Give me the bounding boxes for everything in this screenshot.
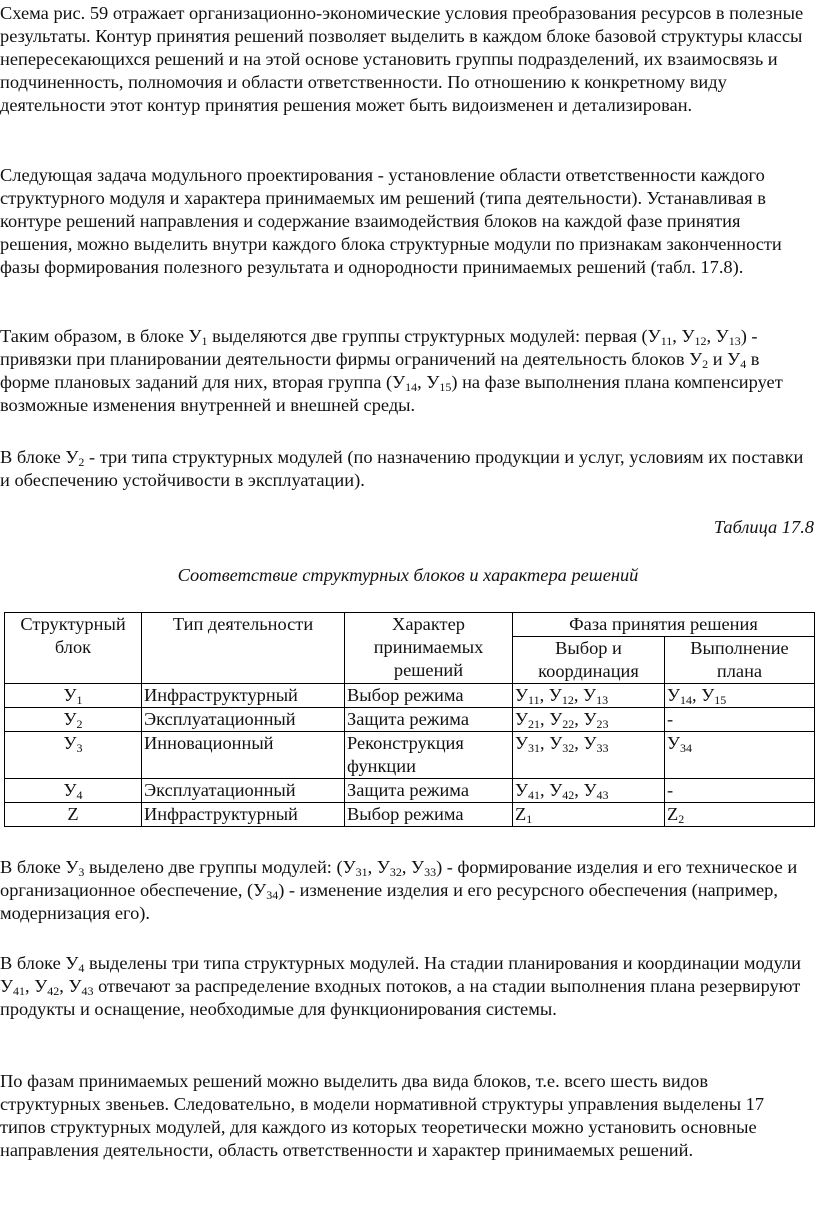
cell-phase-exec: $У_{34}$ <box>665 732 815 779</box>
table-row <box>5 779 815 803</box>
cell-activity: Эксплуатационный <box>142 779 345 803</box>
cell-activity: Инфраструктурный <box>142 684 345 708</box>
cell-block: $У_3$ <box>5 732 142 779</box>
cell-character: Выбор режима <box>345 684 513 708</box>
cell-phase-choice: $У_{11}$, $У_{12}$, $У_{13}$ <box>513 684 665 708</box>
cell-phase-choice: $У_{21}$, $У_{22}$, $У_{23}$ <box>513 708 665 732</box>
cell-phase-choice: $Z_1$ <box>513 803 665 827</box>
header-activity: Тип деятельности <box>142 613 345 684</box>
cell-block: Z <box>5 803 142 827</box>
header-character: Характер принимаемых решений <box>345 613 513 684</box>
table-title: Соответствие структурных блоков и характера решений <box>177 565 639 585</box>
cell-phase-choice: $У_{41}$, $У_{42}$, $У_{43}$ <box>513 779 665 803</box>
cell-block: $У_2$ <box>5 708 142 732</box>
paragraph-2: Следующая задача модульного проектирования - установление области ответственности каждого структурного модуля и характера принимаемых им решений (типа деятельности). Устанавливая в контуре решений направления и содержание взаимодействия блоков на каждой фазе принятия решения, можно выделить внутри каждого блока структурные модули по признакам законченности фазы формирования полезного результата и однородности принимаемых решений (табл. 17.8). <box>0 165 782 277</box>
cell-character: Выбор режима <box>345 803 513 827</box>
paragraph-5: В блоке $У_3$ выделено две группы модулей: ($У_{31}$, $У_{32}$, $У_{33}$) - формирование изделия и его техническое и организационное обеспечение, $(У_{34})$ - изменение изделия и его ресурсного обеспечения (например, модернизация его). <box>0 857 798 923</box>
header-block: Структурный блок <box>5 613 142 684</box>
table-row <box>5 684 815 708</box>
cell-phase-exec: $У_{14}$, $У_{15}$ <box>665 684 815 708</box>
paragraph-7: По фазам принимаемых решений можно выделить два вида блоков, т.е. всего шесть видов структурных звеньев. Следовательно, в модели нормативной структуры управления выделены 17 типов структурных модулей, для каждого из которых теоретически можно установить основные направления деятельности, область ответственности и характер принимаемых решений. <box>0 1071 765 1160</box>
header-phase: Фаза принятия решения <box>513 613 815 637</box>
cell-phase-choice: $У_{31}$, $У_{32}$, $У_{33}$ <box>513 732 665 779</box>
cell-activity: Инновационный <box>142 732 345 779</box>
table-row <box>5 708 815 732</box>
cell-phase-exec: - <box>665 708 815 732</box>
cell-activity: Инфраструктурный <box>142 803 345 827</box>
decision-table <box>4 612 815 827</box>
cell-character: Реконструкция функции <box>345 732 513 779</box>
paragraph-1: Схема рис. 59 отражает организационно-экономические условия преобразования ресурсов в полезные результаты. Контур принятия решений позволяет выделить в каждом блоке базовой структуры классы непересекающихся решений и на этой основе установить группы подразделений, их взаимосвязь и подчиненность, полномочия и области ответственности. По отношению к конкретному виду деятельности этот контур принятия решения может быть видоизменен и детализирован. <box>0 3 804 115</box>
paragraph-4: В блоке $У_2$ - три типа структурных модулей (по назначению продукции и услуг, условиям их поставки и обеспечению устойчивости в эксплуатации). <box>0 447 804 490</box>
table-header-row <box>5 613 815 637</box>
header-phase-choice: Выбор и координация <box>513 637 665 684</box>
cell-phase-exec: $Z_2$ <box>665 803 815 827</box>
paragraph-3: Таким образом, в блоке $У_1$ выделяются две группы структурных модулей: первая ($У_{11}$, $У_{12}$, $У_{13}$) - привязки при планировании деятельности фирмы ограничений на деятельность блоков $У_2$ и $У_4$ в форме плановых заданий для них, вторая группа ($У_{14}$, $У_{15}$) на фазе выполнения плана компенсирует возможные изменения внутренней и внешней среды. <box>0 326 783 415</box>
cell-block: $У_4$ <box>5 779 142 803</box>
cell-character: Защита режима <box>345 779 513 803</box>
table-row <box>5 803 815 827</box>
cell-block: $У_1$ <box>5 684 142 708</box>
cell-phase-exec: - <box>665 779 815 803</box>
cell-activity: Эксплуатационный <box>142 708 345 732</box>
header-phase-exec: Выполнение плана <box>665 637 815 684</box>
paragraph-6: В блоке $У_4$ выделены три типа структурных модулей. На стадии планирования и координации модули $У_{41}$, $У_{42}$, $У_{43}$ отвечают за распределение входных потоков, а на стадии выполнения плана резервируют продукты и оснащение, необходимые для функционирования системы. <box>0 953 801 1019</box>
cell-character: Защита режима <box>345 708 513 732</box>
table-row <box>5 732 815 779</box>
table-body <box>5 684 815 827</box>
table-label: Таблица 17.8 <box>713 517 814 537</box>
